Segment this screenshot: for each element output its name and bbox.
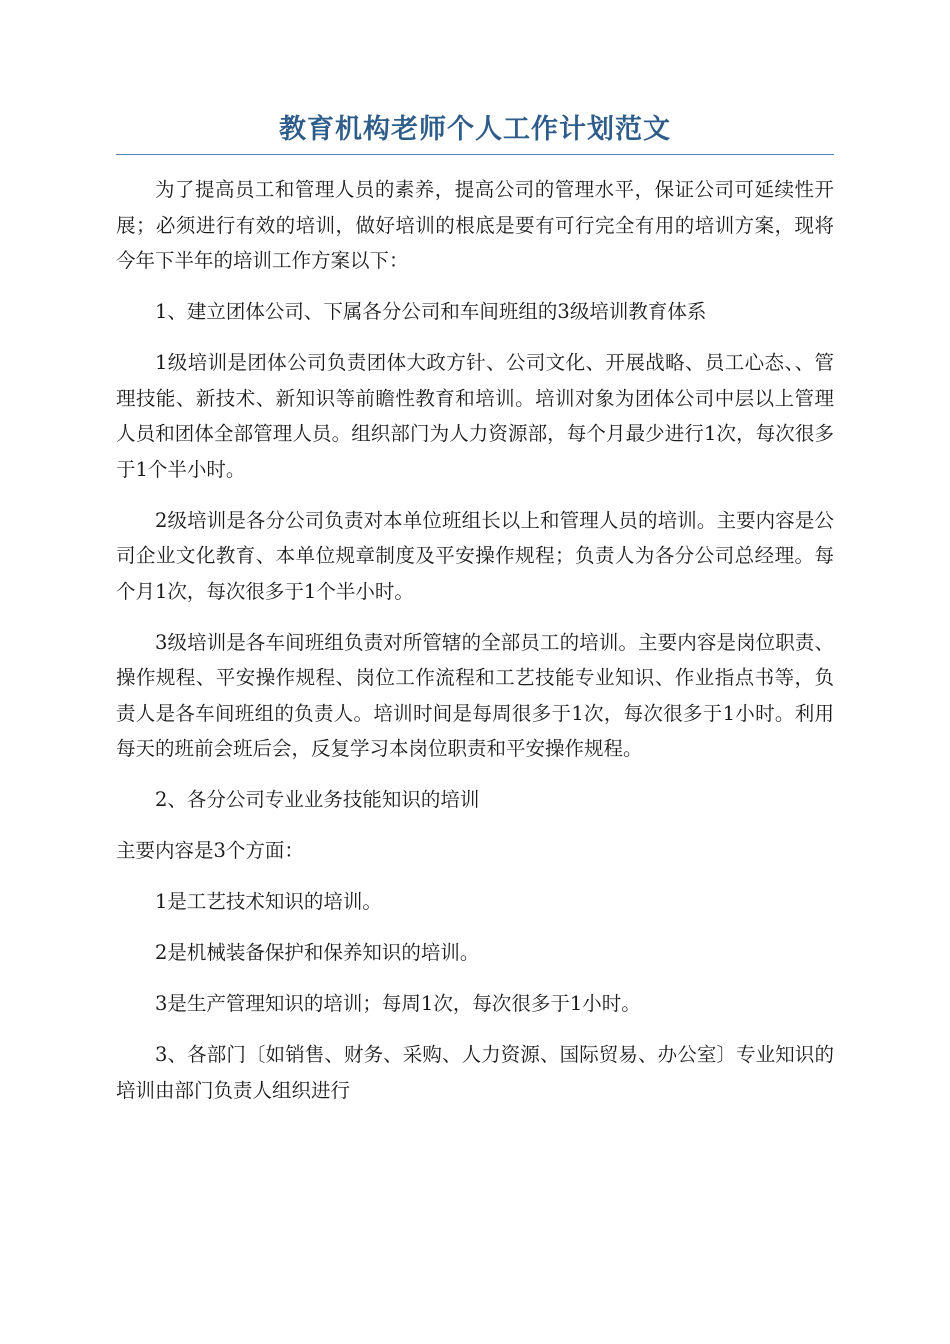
list-item-1: 1是工艺技术知识的培训。 (155, 890, 382, 913)
paragraph-level-1-training: 1级培训是团体公司负责团体大政方针、公司文化、开展战略、员工心态、、管理技能、新技术、新知识等前瞻性教育和培训。培训对象为团体公司中层以上管理人员和团体全部管理人员。组织部门为人力资源部，每个月最少进行1次，每次很多于1个半小时。 (116, 351, 834, 481)
paragraph-main-content: 主要内容是3个方面： (116, 839, 304, 862)
section-heading-1: 1、建立团体公司、下属各分公司和车间班组的3级培训教育体系 (155, 300, 707, 323)
list-item-2: 2是机械装备保护和保养知识的培训。 (155, 941, 480, 964)
paragraph-level-2-training: 2级培训是各分公司负责对本单位班组长以上和管理人员的培训。主要内容是公司企业文化教育、本单位规章制度及平安操作规程；负责人为各分公司总经理。每个月1次，每次很多于1个半小时。 (116, 508, 834, 603)
document-body (116, 172, 834, 1108)
document-title: 教育机构老师个人工作计划范文 (116, 108, 834, 155)
section-heading-3: 3、各部门〔如销售、财务、采购、人力资源、国际贸易、办公室〕专业知识的培训由部门负责人组织进行 (116, 1043, 834, 1102)
paragraph-intro: 为了提高员工和管理人员的素养，提高公司的管理水平，保证公司可延续性开展；必须进行有效的培训，做好培训的根底是要有可行完全有用的培训方案，现将今年下半年的培训工作方案以下： (116, 178, 834, 272)
list-item-3: 3是生产管理知识的培训；每周1次，每次很多于1小时。 (155, 992, 641, 1015)
section-heading-2: 2、各分公司专业业务技能知识的培训 (155, 788, 480, 811)
paragraph-level-3-training: 3级培训是各车间班组负责对所管辖的全部员工的培训。主要内容是岗位职责、操作规程、平安操作规程、岗位工作流程和工艺技能专业知识、作业指点书等，负责人是各车间班组的负责人。培训时间是每周很多于1次，每次很多于1小时。利用每天的班前会班后会，反复学习本岗位职责和平安操作规程。 (116, 630, 834, 760)
document-page (116, 108, 834, 1124)
